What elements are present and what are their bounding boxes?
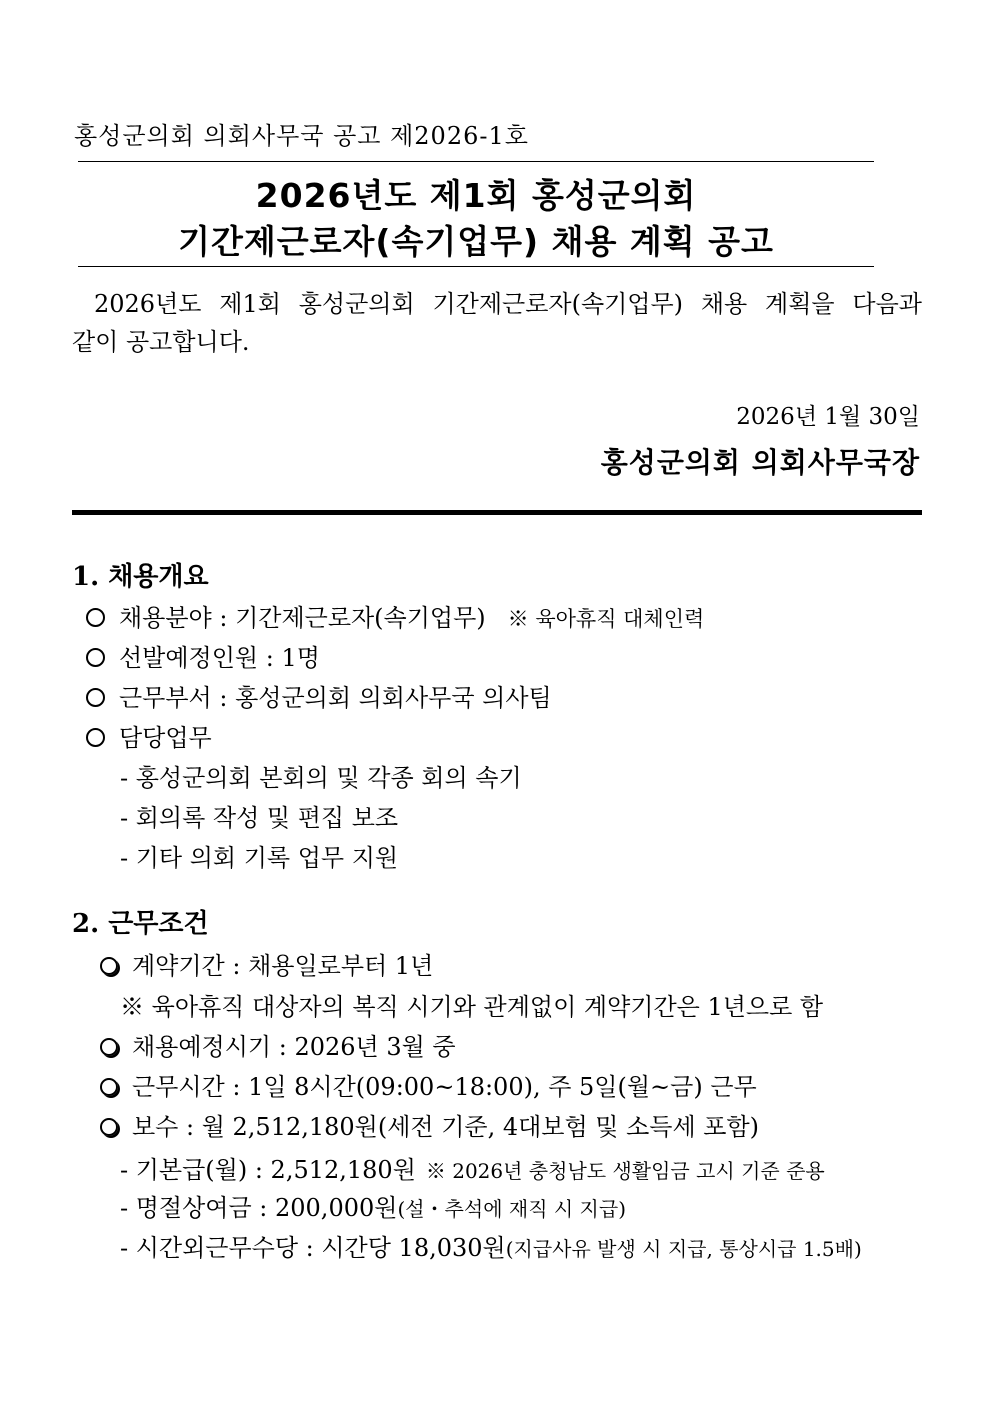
shadow-circle-bullet-icon <box>100 1038 118 1056</box>
holiday-bonus-line: - 명절상여금 : 200,000원(설・추석에 재직 시 지급) <box>120 1194 626 1222</box>
contract-period-item: 계약기간 : 채용일로부터 1년 <box>100 946 433 981</box>
intro-paragraph-line-2: 같이 공고합니다. <box>72 328 250 356</box>
duty-line: - 회의록 작성 및 편집 보조 <box>120 804 399 832</box>
circle-bullet-icon <box>86 728 105 747</box>
section-divider <box>72 510 922 515</box>
department-item: 근무부서 : 홍성군의회 의회사무국 의사팀 <box>86 678 552 713</box>
base-pay-line: - 기본급(월) : 2,512,180원 ※ 2026년 충청남도 생활임금 고시 기준 준용 <box>120 1156 825 1184</box>
issuer-signature: 홍성군의회 의회사무국장 <box>600 446 920 479</box>
holiday-bonus-note: (설・추석에 재직 시 지급) <box>397 1197 626 1221</box>
title-bottom-rule <box>78 266 874 267</box>
section-1-heading: 1. 채용개요 <box>72 562 209 592</box>
shadow-circle-bullet-icon <box>100 1078 118 1096</box>
duty-line: - 기타 의회 기록 업무 지원 <box>120 844 399 872</box>
shadow-circle-bullet-icon <box>100 957 118 975</box>
shadow-circle-bullet-icon <box>100 1118 118 1136</box>
title-top-rule <box>78 161 874 162</box>
circle-bullet-icon <box>86 688 105 707</box>
notice-number: 홍성군의회 의회사무국 공고 제2026-1호 <box>74 122 529 150</box>
field-note: ※ 육아휴직 대체인력 <box>507 607 705 631</box>
announcement-date: 2026년 1월 30일 <box>736 404 920 430</box>
recruit-field-item: 채용분야 : 기간제근로자(속기업무) ※ 육아휴직 대체인력 <box>86 598 704 633</box>
pay-item: 보수 : 월 2,512,180원(세전 기준, 4대보험 및 소득세 포함) <box>100 1107 759 1142</box>
headcount-item: 선발예정인원 : 1명 <box>86 638 320 673</box>
section-2-heading: 2. 근무조건 <box>72 909 209 939</box>
overtime-note: (지급사유 발생 시 지급, 통상시급 1.5배) <box>505 1237 862 1261</box>
circle-bullet-icon <box>86 648 105 667</box>
duty-line: - 홍성군의회 본회의 및 각종 회의 속기 <box>120 764 522 792</box>
base-pay-note: ※ 2026년 충청남도 생활임금 고시 기준 준용 <box>425 1159 825 1183</box>
overtime-line: - 시간외근무수당 : 시간당 18,030원(지급사유 발생 시 지급, 통상시급 1.5배) <box>120 1234 862 1262</box>
contract-note: ※ 육아휴직 대상자의 복직 시기와 관계없이 계약기간은 1년으로 함 <box>120 993 824 1021</box>
duties-item: 담당업무 <box>86 718 212 753</box>
circle-bullet-icon <box>86 608 105 627</box>
title-line-2: 기간제근로자(속기업무) 채용 계획 공고 <box>178 222 774 261</box>
work-hours-item: 근무시간 : 1일 8시간(09:00~18:00), 주 5일(월~금) 근무 <box>100 1067 757 1102</box>
hire-time-item: 채용예정시기 : 2026년 3월 중 <box>100 1027 456 1062</box>
intro-paragraph-line-1: 2026년도 제1회 홍성군의회 기간제근로자(속기업무) 채용 계획을 다음과 <box>94 290 922 318</box>
title-line-1: 2026년도 제1회 홍성군의회 <box>255 176 697 215</box>
